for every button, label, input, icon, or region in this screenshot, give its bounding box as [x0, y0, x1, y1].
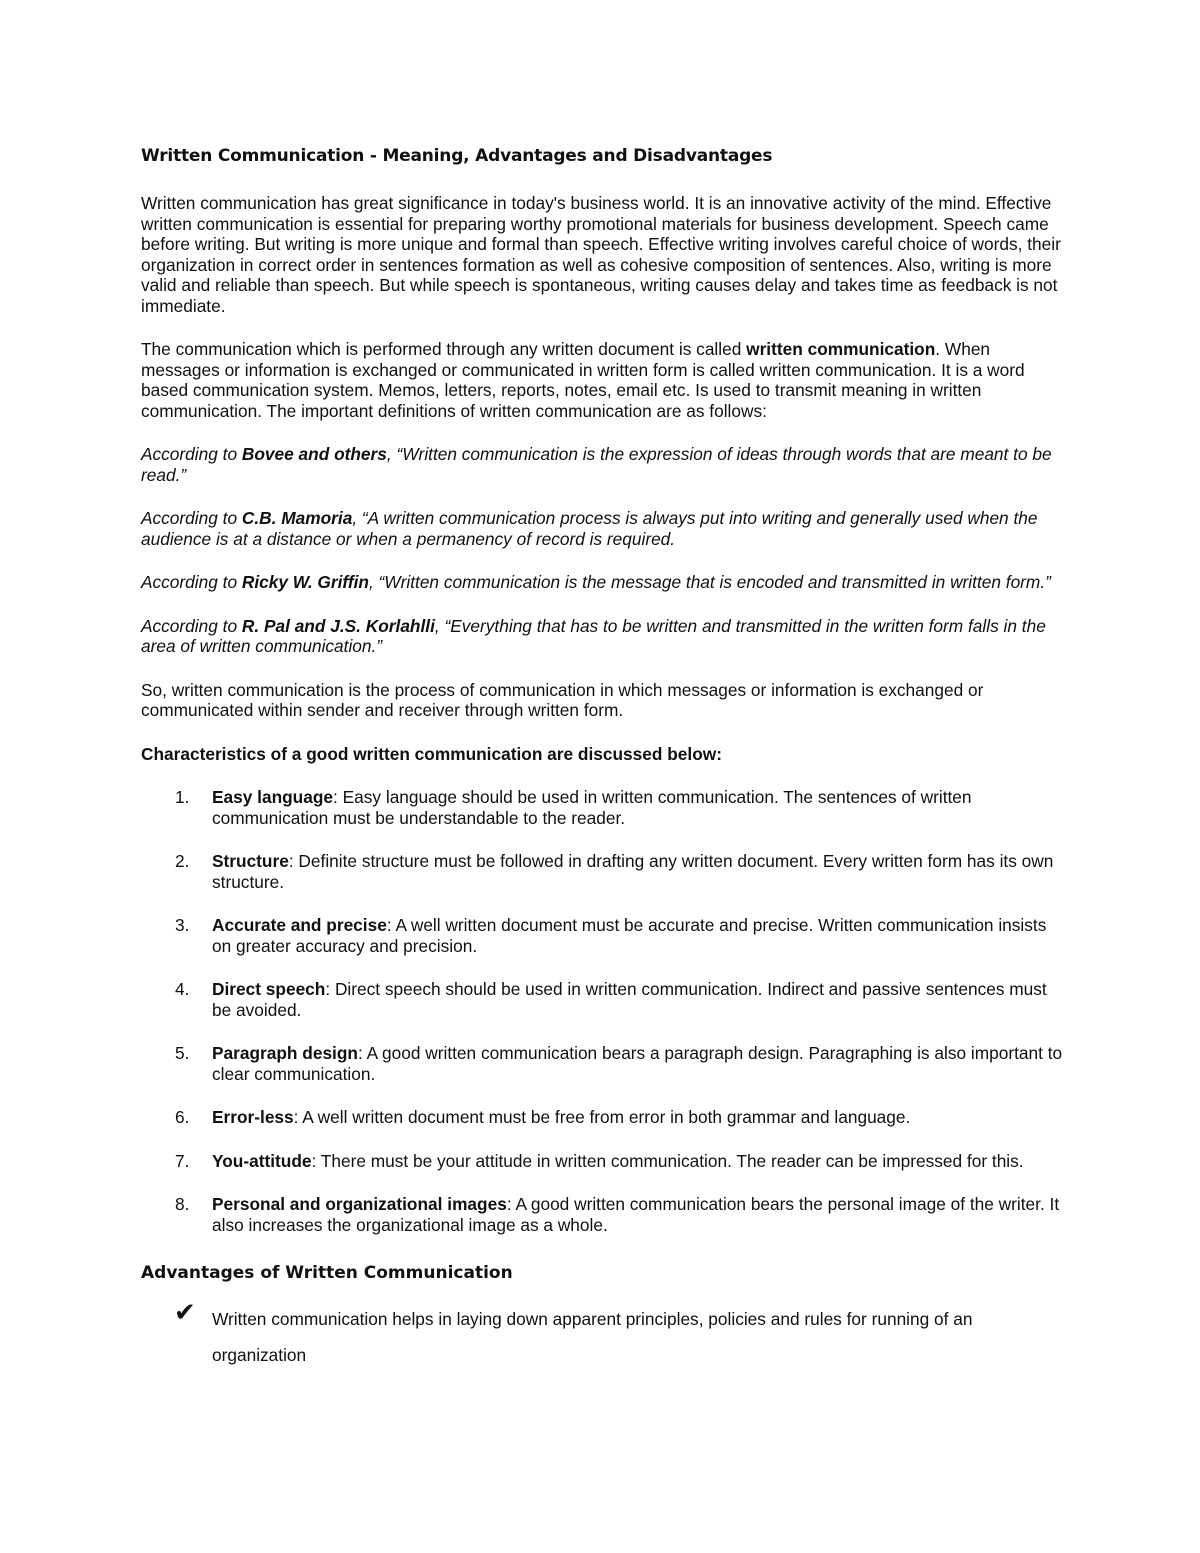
- document-title: Written Communication - Meaning, Advantages and Disadvantages: [141, 146, 773, 166]
- definition-paragraph: [141, 339, 1066, 421]
- list-number: 6.: [175, 1107, 190, 1127]
- quote-prefix: According to: [141, 508, 242, 528]
- quote-prefix: According to: [141, 444, 242, 464]
- list-item: [141, 979, 1066, 1020]
- summary-paragraph: So, written communication is the process of communication in which messages or information is exchanged or communicated within sender and receiver through written form.: [141, 679, 984, 720]
- quote-text: , “Written communication is the expression of ideas through words that are meant to be read.”: [141, 444, 1052, 485]
- list-number: 1.: [175, 787, 190, 807]
- list-item: [141, 1151, 1066, 1172]
- document-page: [141, 143, 1066, 1373]
- quote-paragraph: [141, 508, 1066, 549]
- list-item: [141, 1194, 1066, 1235]
- definition-text-after: . When messages or information is exchanged or communicated in written form is called written communication. It is a word based communication system. Memos, letters, reports, notes, email etc. Is used to transmit meaning in written communication. The important definitions of written communication are as follows:: [141, 339, 1025, 421]
- list-item: [141, 787, 1066, 828]
- intro-paragraph: Written communication has great significance in today's business world. It is an innovative activity of the mind. Effective written communication is essential for preparing worthy promotional materials for business development. Speech came before writing. But writing is more unique and formal than speech. Effective writing involves careful choice of words, their organization in correct order in sentences formation as well as cohesive composition of sentences. Also, writing is more valid and reliable than speech. But while speech is spontaneous, writing causes delay and takes time as feedback is not immediate.: [141, 193, 1061, 316]
- list-number: 5.: [175, 1043, 190, 1063]
- list-number: 7.: [175, 1150, 190, 1171]
- quote-author: Bovee and others: [241, 444, 387, 464]
- quote-author: C.B. Mamoria: [241, 508, 353, 528]
- list-text: : Easy language should be used in written communication. The sentences of written communication must be understandable to the reader.: [212, 787, 972, 828]
- list-item: [141, 915, 1066, 956]
- list-term: Structure: [212, 851, 289, 871]
- list-text: : Definite structure must be followed in drafting any written document. Every written form has its own structure.: [212, 851, 1054, 892]
- list-term: Error-less: [212, 1107, 294, 1127]
- characteristics-list: [141, 787, 1066, 1235]
- quote-author: R. Pal and J.S. Korlahlli: [241, 615, 435, 636]
- quote-paragraph: [141, 572, 1066, 593]
- list-item: [141, 1107, 1066, 1128]
- quote-prefix: According to: [141, 615, 242, 636]
- list-text: : A well written document must be free from error in both grammar and language.: [293, 1107, 911, 1127]
- list-term: You-attitude: [212, 1150, 312, 1171]
- list-term: Direct speech: [212, 979, 326, 999]
- list-number: 3.: [175, 915, 190, 935]
- list-number: 2.: [175, 851, 190, 871]
- list-number: 4.: [175, 979, 190, 999]
- check-icon: ✔: [174, 1298, 196, 1328]
- characteristics-heading: Characteristics of a good written communication are discussed below:: [141, 743, 722, 764]
- quote-text: , “Everything that has to be written and transmitted in the written form falls in the area of written communication.”: [141, 615, 1046, 656]
- list-item: [141, 1043, 1066, 1084]
- quote-paragraph: [141, 616, 1066, 657]
- list-item: [141, 1298, 1066, 1373]
- definition-bold-term: written communication: [746, 339, 936, 359]
- list-text: : There must be your attitude in written communication. The reader can be impressed for this.: [311, 1150, 1024, 1171]
- quote-text: , “A written communication process is always put into writing and generally used when the audience is at a distance or when a permanency of record is required.: [141, 508, 1038, 549]
- quote-author: Ricky W. Griffin: [241, 572, 369, 592]
- quote-text: , “Written communication is the message that is encoded and transmitted in written form.”: [368, 572, 1051, 592]
- list-number: 8.: [175, 1194, 190, 1214]
- definition-text-before: The communication which is performed through any written document is called: [141, 339, 747, 359]
- advantages-heading: Advantages of Written Communication: [141, 1263, 513, 1283]
- list-term: Paragraph design: [212, 1043, 358, 1063]
- list-text: : A well written document must be accurate and precise. Written communication insists on greater accuracy and precision.: [212, 915, 1047, 956]
- list-text: : Direct speech should be used in written communication. Indirect and passive sentences must be avoided.: [212, 979, 1047, 1020]
- quote-paragraph: [141, 444, 1066, 485]
- list-term: Easy language: [212, 787, 334, 807]
- list-term: Accurate and precise: [212, 915, 387, 935]
- list-text: : A good written communication bears the personal image of the writer. It also increases the organizational image as a whole.: [212, 1194, 1060, 1235]
- list-term: Personal and organizational images: [212, 1194, 507, 1214]
- list-item: [141, 851, 1066, 892]
- quote-prefix: According to: [141, 572, 242, 592]
- list-text: : A good written communication bears a paragraph design. Paragraphing is also important to clear communication.: [212, 1043, 1063, 1084]
- advantage-text: Written communication helps in laying down apparent principles, policies and rules for running of an organization: [212, 1309, 973, 1365]
